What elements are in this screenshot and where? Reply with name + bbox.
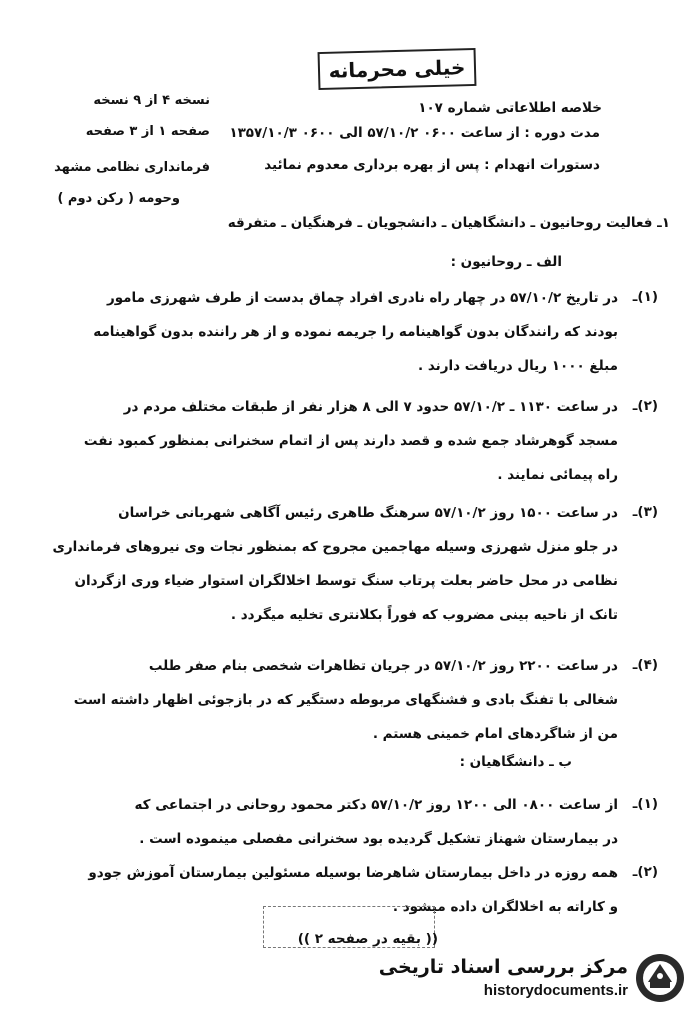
text-line: در ساعت ۱۱۳۰ ـ ۵۷/۱۰/۲ حدود ۷ الی ۸ هزار نفر از طبقات مختلف مردم در [123, 399, 618, 415]
text-line: من از شاگردهای امام خمینی هستم . [372, 726, 618, 742]
item-alef-1-text [40, 281, 618, 383]
text-line: تانک از ناحیه بینی مضروب که فوراً بکلانتری تخلیه میگردد . [230, 607, 618, 623]
item-be-2-number: (۲)ـ [632, 864, 658, 880]
text-line: در ساعت ۱۵۰۰ روز ۵۷/۱۰/۲ سرهنگ طاهری رئیس آگاهی شهربانی خراسان [118, 505, 618, 521]
text-line: شغالی با تفنگ بادی و فشنگهای مربوطه دستگیر که در بازجوئی اظهار داشته است [73, 692, 618, 708]
item-be-1-number: (۱)ـ [632, 796, 658, 812]
item-alef-2-text [40, 390, 618, 492]
text-line: در ساعت ۲۲۰۰ روز ۵۷/۱۰/۲ در جریان تظاهرات شخصی بنام صفر طلب [148, 658, 618, 674]
section-1-title: ۱ـ فعالیت روحانیون ـ دانشگاهیان ـ دانشجویان ـ فرهنگیان ـ متفرقه [227, 215, 670, 231]
text-line: در جلو منزل شهرزی وسیله مهاجمین مجروح که بمنظور نجات وی نیروهای فرمانداری [52, 539, 618, 555]
item-alef-1-number: (۱)ـ [632, 289, 658, 305]
item-alef-4-number: (۴)ـ [632, 657, 658, 673]
archive-seal-icon [634, 952, 686, 1004]
text-line: از ساعت ۰۸۰۰ الی ۱۲۰۰ روز ۵۷/۱۰/۲ دکتر محمود روحانی در اجتماعی که [134, 797, 618, 813]
text-line: و کاراته به اخلالگران داده میشود . [392, 899, 618, 915]
command-name: فرمانداری نظامی مشهد [54, 160, 210, 175]
copy-number: نسخه ۴ از ۹ نسخه [93, 93, 210, 108]
continued-note: (( بقیه در صفحه ۲ )) [297, 931, 438, 947]
archive-watermark [378, 950, 690, 1008]
text-line: مسجد گوهرشاد جمع شده و قصد دارند پس از اتمام سخنرانی بمنظور کمبود نفت [83, 433, 618, 449]
subsection-be-title: ب ـ دانشگاهیان : [459, 754, 572, 770]
item-alef-4-text [40, 649, 618, 751]
item-alef-3-number: (۳)ـ [632, 504, 658, 520]
report-period: مدت دوره : از ساعت ۰۶۰۰ ۵۷/۱۰/۲ الی ۰۶۰۰ ۱۳۵۷/۱۰/۳ [229, 125, 600, 141]
text-line: بودند که رانندگان بدون گواهینامه را جریمه نموده و از هر راننده بدون گواهینامه [93, 324, 618, 340]
destruction-instruction: دستورات انهدام : پس از بهره برداری معدوم نمائید [264, 157, 600, 173]
text-line: نظامی در محل حاضر بعلت پرتاب سنگ توسط اخلالگران استوار ضیاء وری ازگردان [74, 573, 618, 589]
text-line: راه پیمائی نمایند . [497, 467, 618, 483]
item-alef-3-text [40, 496, 618, 632]
text-line: همه روزه در داخل بیمارستان شاهرضا بوسیله مسئولین بیمارستان آموزش جودو [88, 865, 618, 881]
page-number: صفحه ۱ از ۳ صفحه [85, 124, 210, 139]
text-line: مبلغ ۱۰۰۰ ریال دریافت دارند . [418, 358, 618, 374]
item-alef-2-number: (۲)ـ [632, 398, 658, 414]
watermark-name: مرکز بررسی اسناد تاریخی [378, 956, 628, 978]
watermark-url: historydocuments.ir [483, 982, 628, 999]
report-title: خلاصه اطلاعاتی شماره ۱۰۷ [418, 100, 602, 116]
text-line: در بیمارستان شهناز تشکیل گردیده بود سخنرانی مفصلی مینموده است . [139, 831, 618, 847]
classification-stamp: خیلی محرمانه [318, 48, 477, 90]
item-be-1-text [40, 788, 618, 856]
text-line: در تاریخ ۵۷/۱۰/۲ در چهار راه نادری افراد چماق بدست از طرف شهرزی مامور [106, 290, 618, 306]
subsection-alef-title: الف ـ روحانیون : [450, 254, 562, 270]
unit-name: وحومه ( رکن دوم ) [57, 191, 180, 206]
